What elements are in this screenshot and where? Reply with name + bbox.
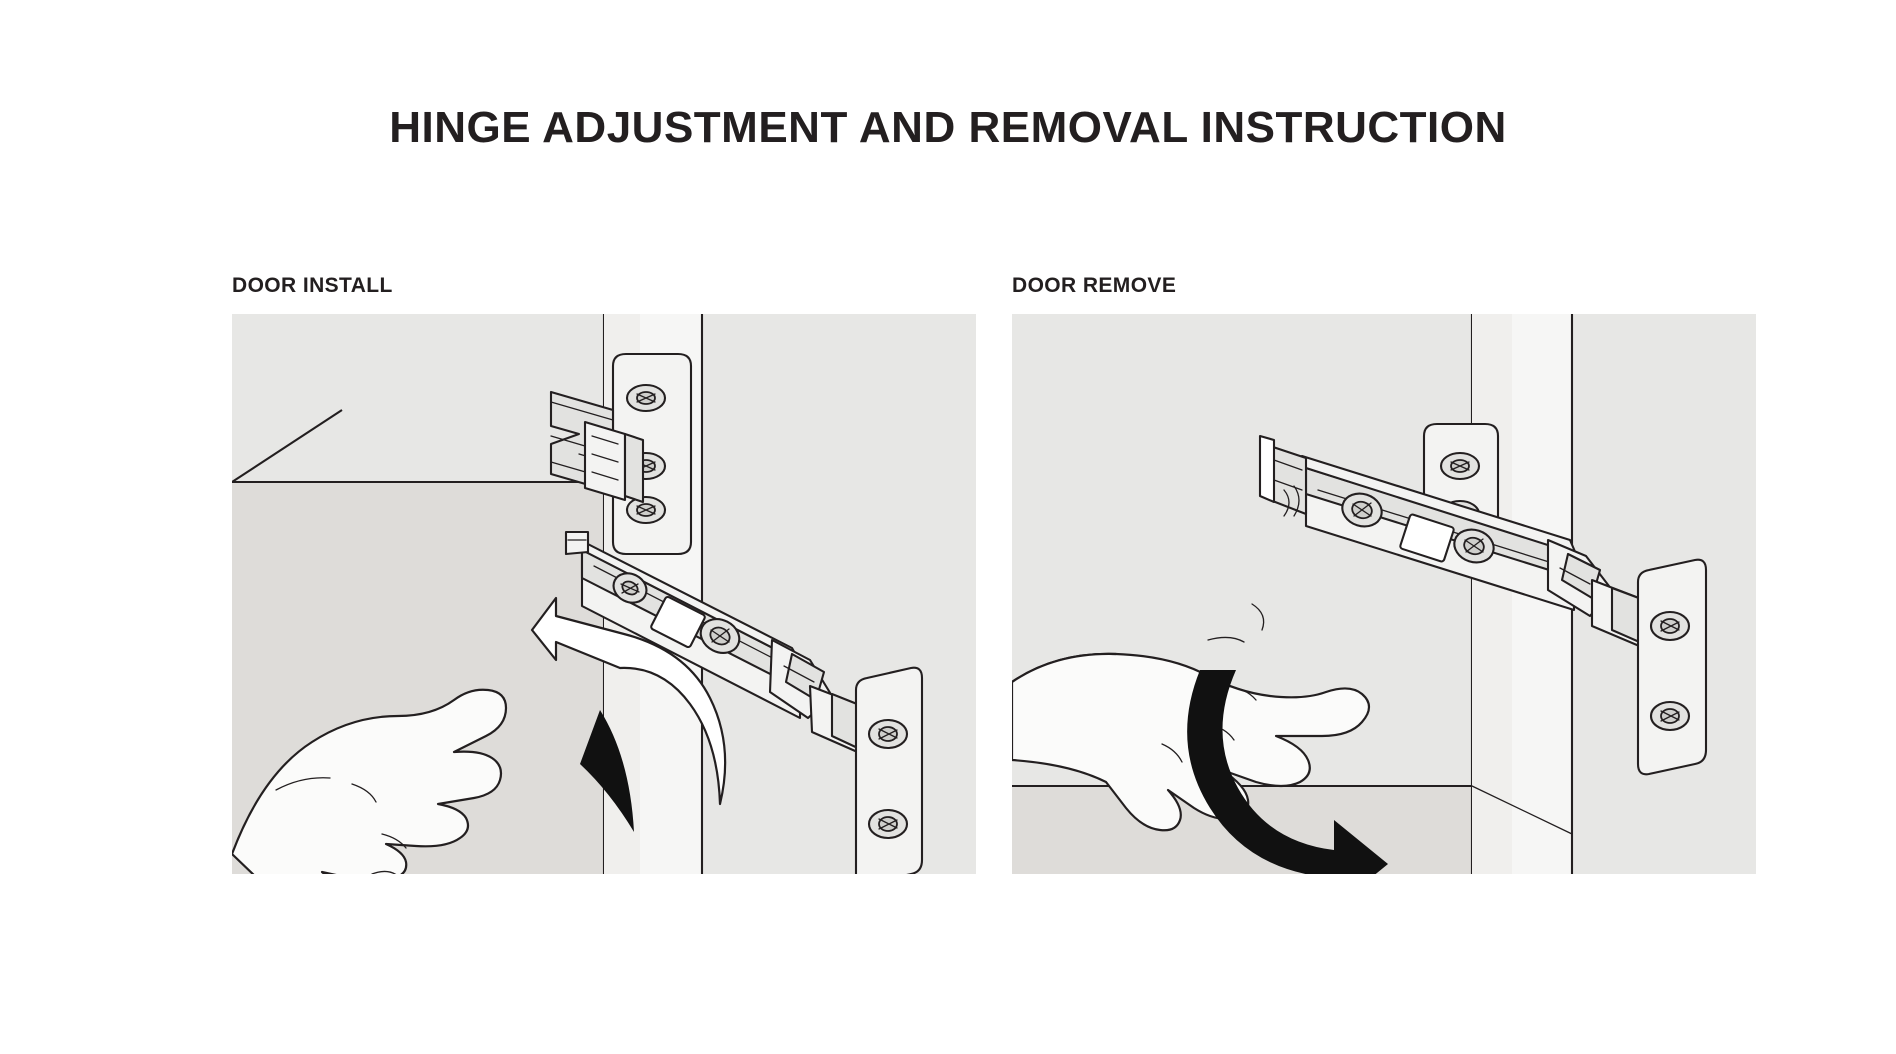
door-install-figure (232, 314, 976, 874)
panel-door-remove (1012, 274, 1756, 874)
panel-door-install (232, 274, 976, 874)
door-remove-illustration (1012, 314, 1756, 874)
panel-title-door-remove: DOOR REMOVE (1012, 274, 1177, 297)
door-plate (856, 668, 922, 874)
panel-title-door-install: DOOR INSTALL (232, 274, 393, 297)
door-remove-figure (1012, 314, 1756, 874)
page-title: HINGE ADJUSTMENT AND REMOVAL INSTRUCTION (389, 103, 1507, 153)
door-install-illustration (232, 314, 976, 874)
door-plate (1638, 560, 1706, 775)
panel-row (232, 274, 1756, 874)
